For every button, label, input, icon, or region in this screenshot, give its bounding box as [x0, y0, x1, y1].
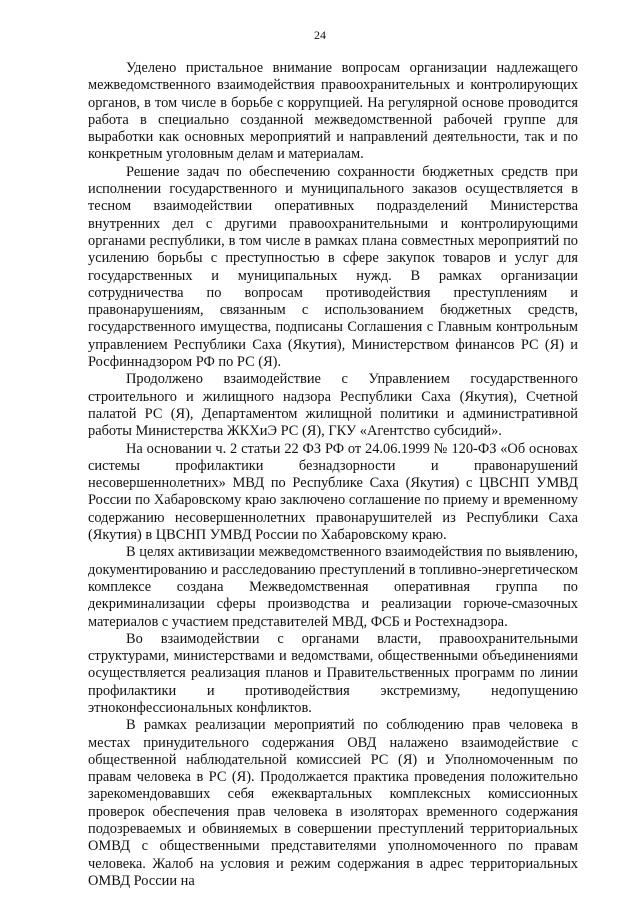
paragraph-human-rights: В рамках реализации мероприятий по соблюдению прав человека в местах принудительного содержания ОВД налажено взаимодействие с общественной наблюдательной комиссией РС (Я) и Уполномоченным по правам человека в РС (Я). Продолжается практика проведения положительно зарекомендовавших себя ежеквартальных комплексных комиссионных проверок обеспечения прав человека в изоляторах временного содержания подозреваемых и обвиняемых в совершении преступлений территориальных ОМВД с общественными представителями уполномоченного по правам человека. Жалоб на условия и режим содержания в адрес территориальных ОМВД России на [88, 717, 578, 889]
paragraph-extremism-prevention: Во взаимодействии с органами власти, правоохранительными структурами, министерствами и ведомствами, общественными объединениями осуществляется реализация планов и Правительственных программ по линии профилактики и противодействия экстремизму, недопущению этноконфессиональных конфликтов. [88, 630, 578, 716]
paragraph-budget-funds-safety: Решение задач по обеспечению сохранности бюджетных средств при исполнении государственного и муниципального заказов осуществляется в тесном взаимодействии оперативных подразделений Министерства внутренних дел с другими правоохранительными и контролирующими органами республики, в том числе в рамках плана совместных мероприятий по усилению борьбы с преступностью в сфере закупок товаров и услуг для государственных и муниципальных нужд. В рамках организации сотрудничества по вопросам противодействия преступлениям и правонарушениям, связанным с использованием бюджетных средств, государственного имущества, подписаны Соглашения с Главным контрольным управлением Республики Саха (Якутия), Министерством финансов РС (Я) и Росфиннадзором РФ по РС (Я). [88, 163, 578, 371]
document-body [88, 60, 578, 890]
paragraph-interagency-cooperation: Уделено пристальное внимание вопросам организации надлежащего межведомственного взаимодействия правоохранительных и контролирующих органов, в том числе в борьбе с коррупцией. На регулярной основе проводится работа в специально созданной межведомственной рабочей группе для выработки как основных мероприятий и направлений деятельности, так и по конкретным уголовным делам и материалам. [88, 60, 578, 163]
paragraph-fuel-energy-group: В целях активизации межведомственного взаимодействия по выявлению, документированию и расследованию преступлений в топливно-энергетическом комплексе создана Межведомственная оперативная группа по декриминализации сферы производства и реализации горюче-смазочных материалов с участием представителей МВД, ФСБ и Ростехнадзора. [88, 544, 578, 630]
paragraph-juvenile-agreement: На основании ч. 2 статьи 22 ФЗ РФ от 24.06.1999 № 120-ФЗ «Об основах системы профилактики безнадзорности и правонарушений несовершеннолетних» МВД по Республике Саха (Якутия) с ЦВСНП УМВД России по Хабаровскому краю заключено соглашение по приему и временному содержанию несовершеннолетних правонарушителей из Республики Саха (Якутия) в ЦВСНП УМВД России по Хабаровскому краю. [88, 440, 578, 544]
paragraph-continued-cooperation: Продолжено взаимодействие с Управлением государственного строительного и жилищного надзора Республики Саха (Якутия), Счетной палатой РС (Я), Департаментом жилищной политики и административной работы Министерства ЖКХиЭ РС (Я), ГКУ «Агентство субсидий». [88, 371, 578, 440]
page-number: 24 [314, 28, 326, 42]
